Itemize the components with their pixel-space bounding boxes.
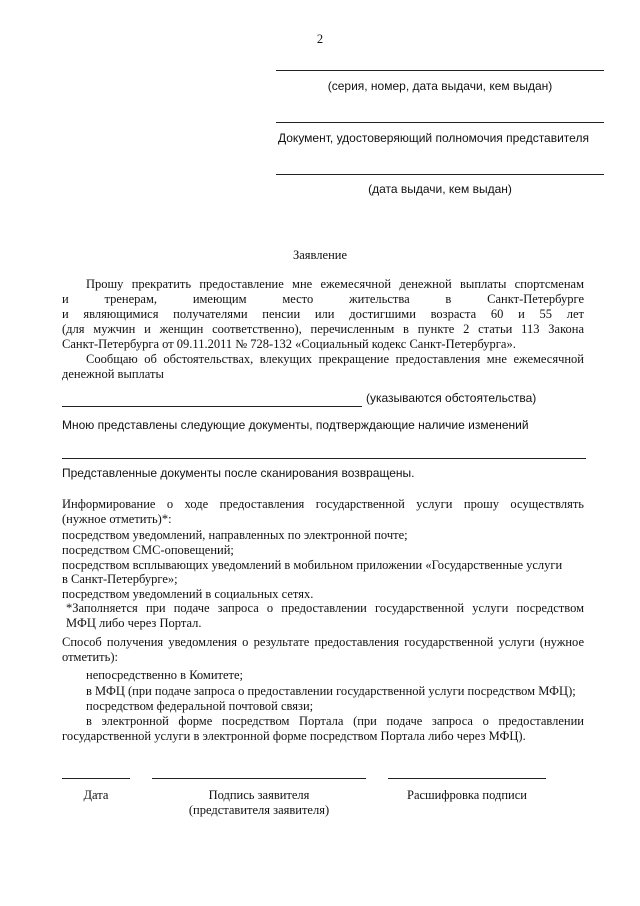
informing-intro: (нужное отметить)*: <box>62 512 172 526</box>
id-document-caption: (серия, номер, дата выдачи, кем выдан) <box>327 79 553 93</box>
circumstances-line: Сообщаю об обстоятельствах, влекущих прекращение предоставления мне ежемесячной <box>86 352 584 366</box>
request-line: Прошу прекратить предоставление мне ежемесячной денежной выплаты спортсменам <box>86 277 584 291</box>
informing-option[interactable]: посредством уведомлений, направленных по электронной почте; <box>62 528 408 542</box>
result-option[interactable]: в МФЦ (при подаче запроса о предоставлении государственной услуги посредством МФЦ); <box>86 684 576 698</box>
signature-label: Подпись заявителя <box>208 788 310 802</box>
result-option: государственной услуги в электронной форме посредством Портала либо через МФЦ). <box>62 729 526 743</box>
rep-document-line-top <box>276 122 604 123</box>
signature-sub-label: (представителя заявителя) <box>188 803 330 817</box>
informing-option[interactable]: посредством уведомлений в социальных сетях. <box>62 587 314 601</box>
request-line: и являющимися получателями пенсии или достигшими возраста 60 и 55 лет <box>62 307 584 321</box>
documents-label: Мною представлены следующие документы, подтверждающие наличие изменений <box>62 418 529 432</box>
circumstances-line: денежной выплаты <box>62 367 164 381</box>
documents-field[interactable] <box>62 458 586 459</box>
request-line: (для мужчин и женщин соответственно), перечисленным в пункте 2 статьи 113 Закона <box>62 322 584 336</box>
result-option[interactable]: непосредственно в Комитете; <box>86 668 244 682</box>
signature-decode-field[interactable] <box>388 778 546 779</box>
informing-option[interactable]: посредством СМС-оповещений; <box>62 543 234 557</box>
informing-option: в Санкт-Петербурге»; <box>62 572 178 586</box>
page-number: 2 <box>316 32 324 46</box>
date-label: Дата <box>83 788 109 802</box>
result-option[interactable]: посредством федеральной почтовой связи; <box>86 699 314 713</box>
documents-returned: Представленные документы после сканирования возвращены. <box>62 466 415 480</box>
informing-option[interactable]: посредством всплывающих уведомлений в мобильном приложении «Государственные услуги <box>62 558 563 572</box>
id-document-line <box>276 70 604 71</box>
request-line: и тренерам, имеющим место жительства в Санкт-Петербурге <box>62 292 584 306</box>
date-field[interactable] <box>62 778 130 779</box>
signature-field[interactable] <box>152 778 366 779</box>
result-option[interactable]: в электронной форме посредством Портала (при подаче запроса о предоставлении <box>86 714 584 728</box>
signature-decode-label: Расшифровка подписи <box>407 788 527 802</box>
rep-document-label: Документ, удостоверяющий полномочия представителя <box>278 131 589 145</box>
result-intro: Способ получения уведомления о результате предоставления государственной услуги (нужное <box>62 635 584 649</box>
circumstances-caption: (указываются обстоятельства) <box>366 391 537 405</box>
result-intro: отметить): <box>62 650 118 664</box>
informing-footnote: МФЦ либо через Портал. <box>66 616 202 630</box>
rep-document-line <box>276 174 604 175</box>
informing-intro: Информирование о ходе предоставления государственной услуги прошу осуществлять <box>62 497 584 511</box>
informing-footnote: *Заполняется при подаче запроса о предоставлении государственной услуги посредством <box>66 601 584 615</box>
request-line: Санкт-Петербурга от 09.11.2011 № 728-132 «Социальный кодекс Санкт-Петербурга». <box>62 337 516 351</box>
circumstances-field[interactable] <box>62 406 362 407</box>
statement-title: Заявление <box>292 248 347 262</box>
rep-document-caption: (дата выдачи, кем выдан) <box>368 182 512 196</box>
